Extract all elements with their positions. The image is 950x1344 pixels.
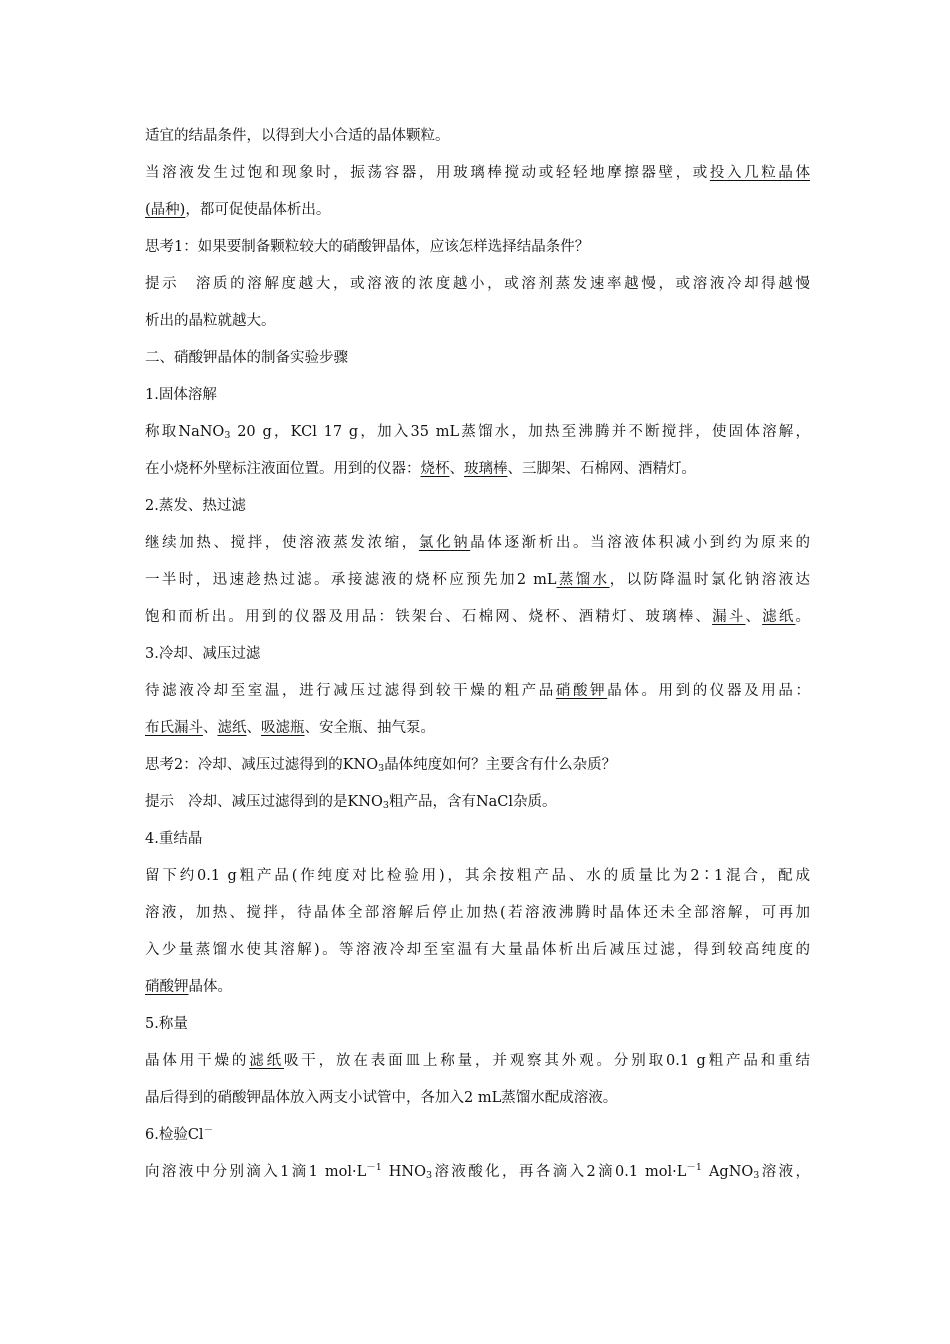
subscript: 3	[224, 430, 231, 441]
text-line	[145, 932, 810, 969]
text-line	[145, 1043, 810, 1080]
superscript: －1	[366, 1162, 382, 1173]
text-line	[145, 488, 810, 525]
text-segment: ，以防降温时氯化钠溶液达	[609, 572, 811, 588]
text-segment: 入少量蒸馏水使其溶解)。等溶液冷却至室温有大量晶体析出后减压过滤，得到较高纯度的	[145, 942, 810, 958]
text-line	[145, 1154, 810, 1191]
subscript: 3	[753, 1170, 760, 1181]
text-segment: 晶后得到的硝酸钾晶体放入两支小试管中，各加入2 mL蒸馏水配成溶液。	[145, 1090, 618, 1106]
text-line	[145, 710, 810, 747]
underlined-answer: 滤纸	[217, 720, 247, 736]
underlined-answer: 吸滤瓶	[261, 720, 305, 736]
text-line	[145, 266, 810, 303]
text-segment: 溶液酸化，再各滴入2滴0.1 mol·L	[432, 1164, 687, 1180]
text-line	[145, 118, 810, 155]
text-segment: 晶体纯度如何？主要含有什么杂质？	[384, 757, 617, 773]
text-segment: 5.称量	[145, 1016, 188, 1032]
text-segment: 、	[203, 720, 218, 736]
text-line	[145, 377, 810, 414]
text-segment: ，都可促使晶体析出。	[185, 202, 331, 218]
text-segment: AgNO	[701, 1164, 754, 1180]
text-line	[145, 969, 810, 1006]
underlined-answer: 投入几粒晶体	[709, 165, 810, 181]
text-line	[145, 784, 810, 821]
text-line	[145, 525, 810, 562]
text-segment: 、三脚架、石棉网、酒精灯。	[507, 461, 696, 477]
text-segment: 待滤液冷却至室温，进行减压过滤得到较干燥的粗产品	[145, 683, 556, 699]
text-segment: 晶体用干燥的	[145, 1053, 250, 1069]
text-line	[145, 414, 810, 451]
subscript: 3	[378, 763, 385, 774]
text-line	[145, 858, 810, 895]
underlined-answer: 烧杯	[420, 461, 450, 477]
text-line	[145, 340, 810, 377]
document-body	[145, 118, 810, 1191]
text-segment: 析出的晶粒就越大。	[145, 313, 276, 329]
text-segment: 向溶液中分别滴入1滴1 mol·L	[145, 1164, 367, 1180]
text-line	[145, 1080, 810, 1117]
text-segment: 晶体逐渐析出。当溶液体积减小到约为原来的	[470, 535, 811, 551]
text-segment: 。	[795, 609, 811, 625]
text-line	[145, 1117, 810, 1154]
text-segment: 1.固体溶解	[145, 387, 217, 403]
text-line	[145, 229, 810, 266]
text-segment: 2.蒸发、热过滤	[145, 498, 246, 514]
text-line	[145, 747, 810, 784]
text-line	[145, 599, 810, 636]
text-line	[145, 451, 810, 488]
text-segment: 思考2：冷却、减压过滤得到的KNO	[145, 757, 379, 773]
underlined-answer: 滤纸	[249, 1053, 284, 1069]
text-segment: 晶体。用到的仪器及用品：	[607, 683, 811, 699]
text-segment: 思考1：如果要制备颗粒较大的硝酸钾晶体，应该怎样选择结晶条件？	[145, 239, 590, 255]
text-segment: 、	[449, 461, 464, 477]
text-line	[145, 192, 810, 229]
text-segment: 、	[246, 720, 261, 736]
text-segment: 4.重结晶	[145, 831, 203, 847]
text-line	[145, 895, 810, 932]
text-segment: 3.冷却、减压过滤	[145, 646, 261, 662]
text-segment: 20 g，KCl 17 g，加入35 mL蒸馏水，加热至沸腾并不断搅拌，使固体溶解，	[230, 424, 810, 440]
subscript: 3	[382, 800, 389, 811]
text-line	[145, 155, 810, 192]
text-segment: 晶体。	[188, 979, 232, 995]
text-line	[145, 1006, 810, 1043]
underlined-answer: 玻璃棒	[464, 461, 508, 477]
underlined-answer: 硝酸钾	[555, 683, 608, 699]
underlined-answer: 滤纸	[762, 609, 796, 625]
text-segment: 6.检验Cl	[145, 1127, 204, 1143]
text-segment: HNO	[381, 1164, 427, 1180]
text-segment: 在小烧杯外壁标注液面位置。用到的仪器：	[145, 461, 421, 477]
text-segment: 、	[745, 609, 763, 625]
text-segment: 粗产品，含有NaCl杂质。	[388, 794, 557, 810]
text-line	[145, 673, 810, 710]
superscript: －1	[686, 1162, 702, 1173]
subscript: 3	[426, 1170, 433, 1181]
superscript: －	[203, 1125, 214, 1136]
text-line	[145, 562, 810, 599]
underlined-answer: 氯化钠	[418, 535, 471, 551]
underlined-answer: 蒸馏水	[556, 572, 610, 588]
text-segment: 溶质的溶解度越大，或溶液的浓度越小，或溶剂蒸发速率越慢，或溶液冷却得越慢	[193, 276, 810, 292]
text-segment: 二、硝酸钾晶体的制备实验步骤	[145, 350, 348, 366]
text-segment: 称取NaNO	[145, 424, 225, 440]
text-segment: 、安全瓶、抽气泵。	[304, 720, 435, 736]
text-line	[145, 636, 810, 673]
text-segment: 适宜的结晶条件，以得到大小合适的晶体颗粒。	[145, 128, 450, 144]
underlined-answer: 布氏漏斗	[145, 720, 203, 736]
text-segment: 提示	[145, 276, 180, 292]
text-segment: 一半时，迅速趁热过滤。承接滤液的烧杯应预先加2 mL	[145, 572, 557, 588]
text-segment: 溶液，	[759, 1164, 811, 1180]
text-line	[145, 303, 810, 340]
underlined-answer: 漏斗	[712, 609, 746, 625]
text-segment: 提示	[145, 794, 174, 810]
underlined-answer: 硝酸钾	[145, 979, 189, 995]
text-segment: 冷却、减压过滤得到的是KNO	[188, 794, 383, 810]
text-segment: 饱和而析出。用到的仪器及用品：铁架台、石棉网、烧杯、酒精灯、玻璃棒、	[145, 609, 713, 625]
text-segment: 留下约0.1 g粗产品(作纯度对比检验用)，其余按粗产品、水的质量比为2∶1混合，配成	[145, 868, 810, 884]
text-segment: 继续加热、搅拌，使溶液蒸发浓缩，	[145, 535, 419, 551]
text-line	[145, 821, 810, 858]
text-segment: 溶液，加热、搅拌，待晶体全部溶解后停止加热(若溶液沸腾时晶体还未全部溶解，可再加	[145, 905, 810, 921]
text-segment: 吸干，放在表面皿上称量，并观察其外观。分别取0.1 g粗产品和重结	[283, 1053, 811, 1069]
text-segment: 当溶液发生过饱和现象时，振荡容器，用玻璃棒搅动或轻轻地摩擦器壁，或	[145, 165, 710, 181]
underlined-answer: (晶种)	[145, 202, 186, 218]
